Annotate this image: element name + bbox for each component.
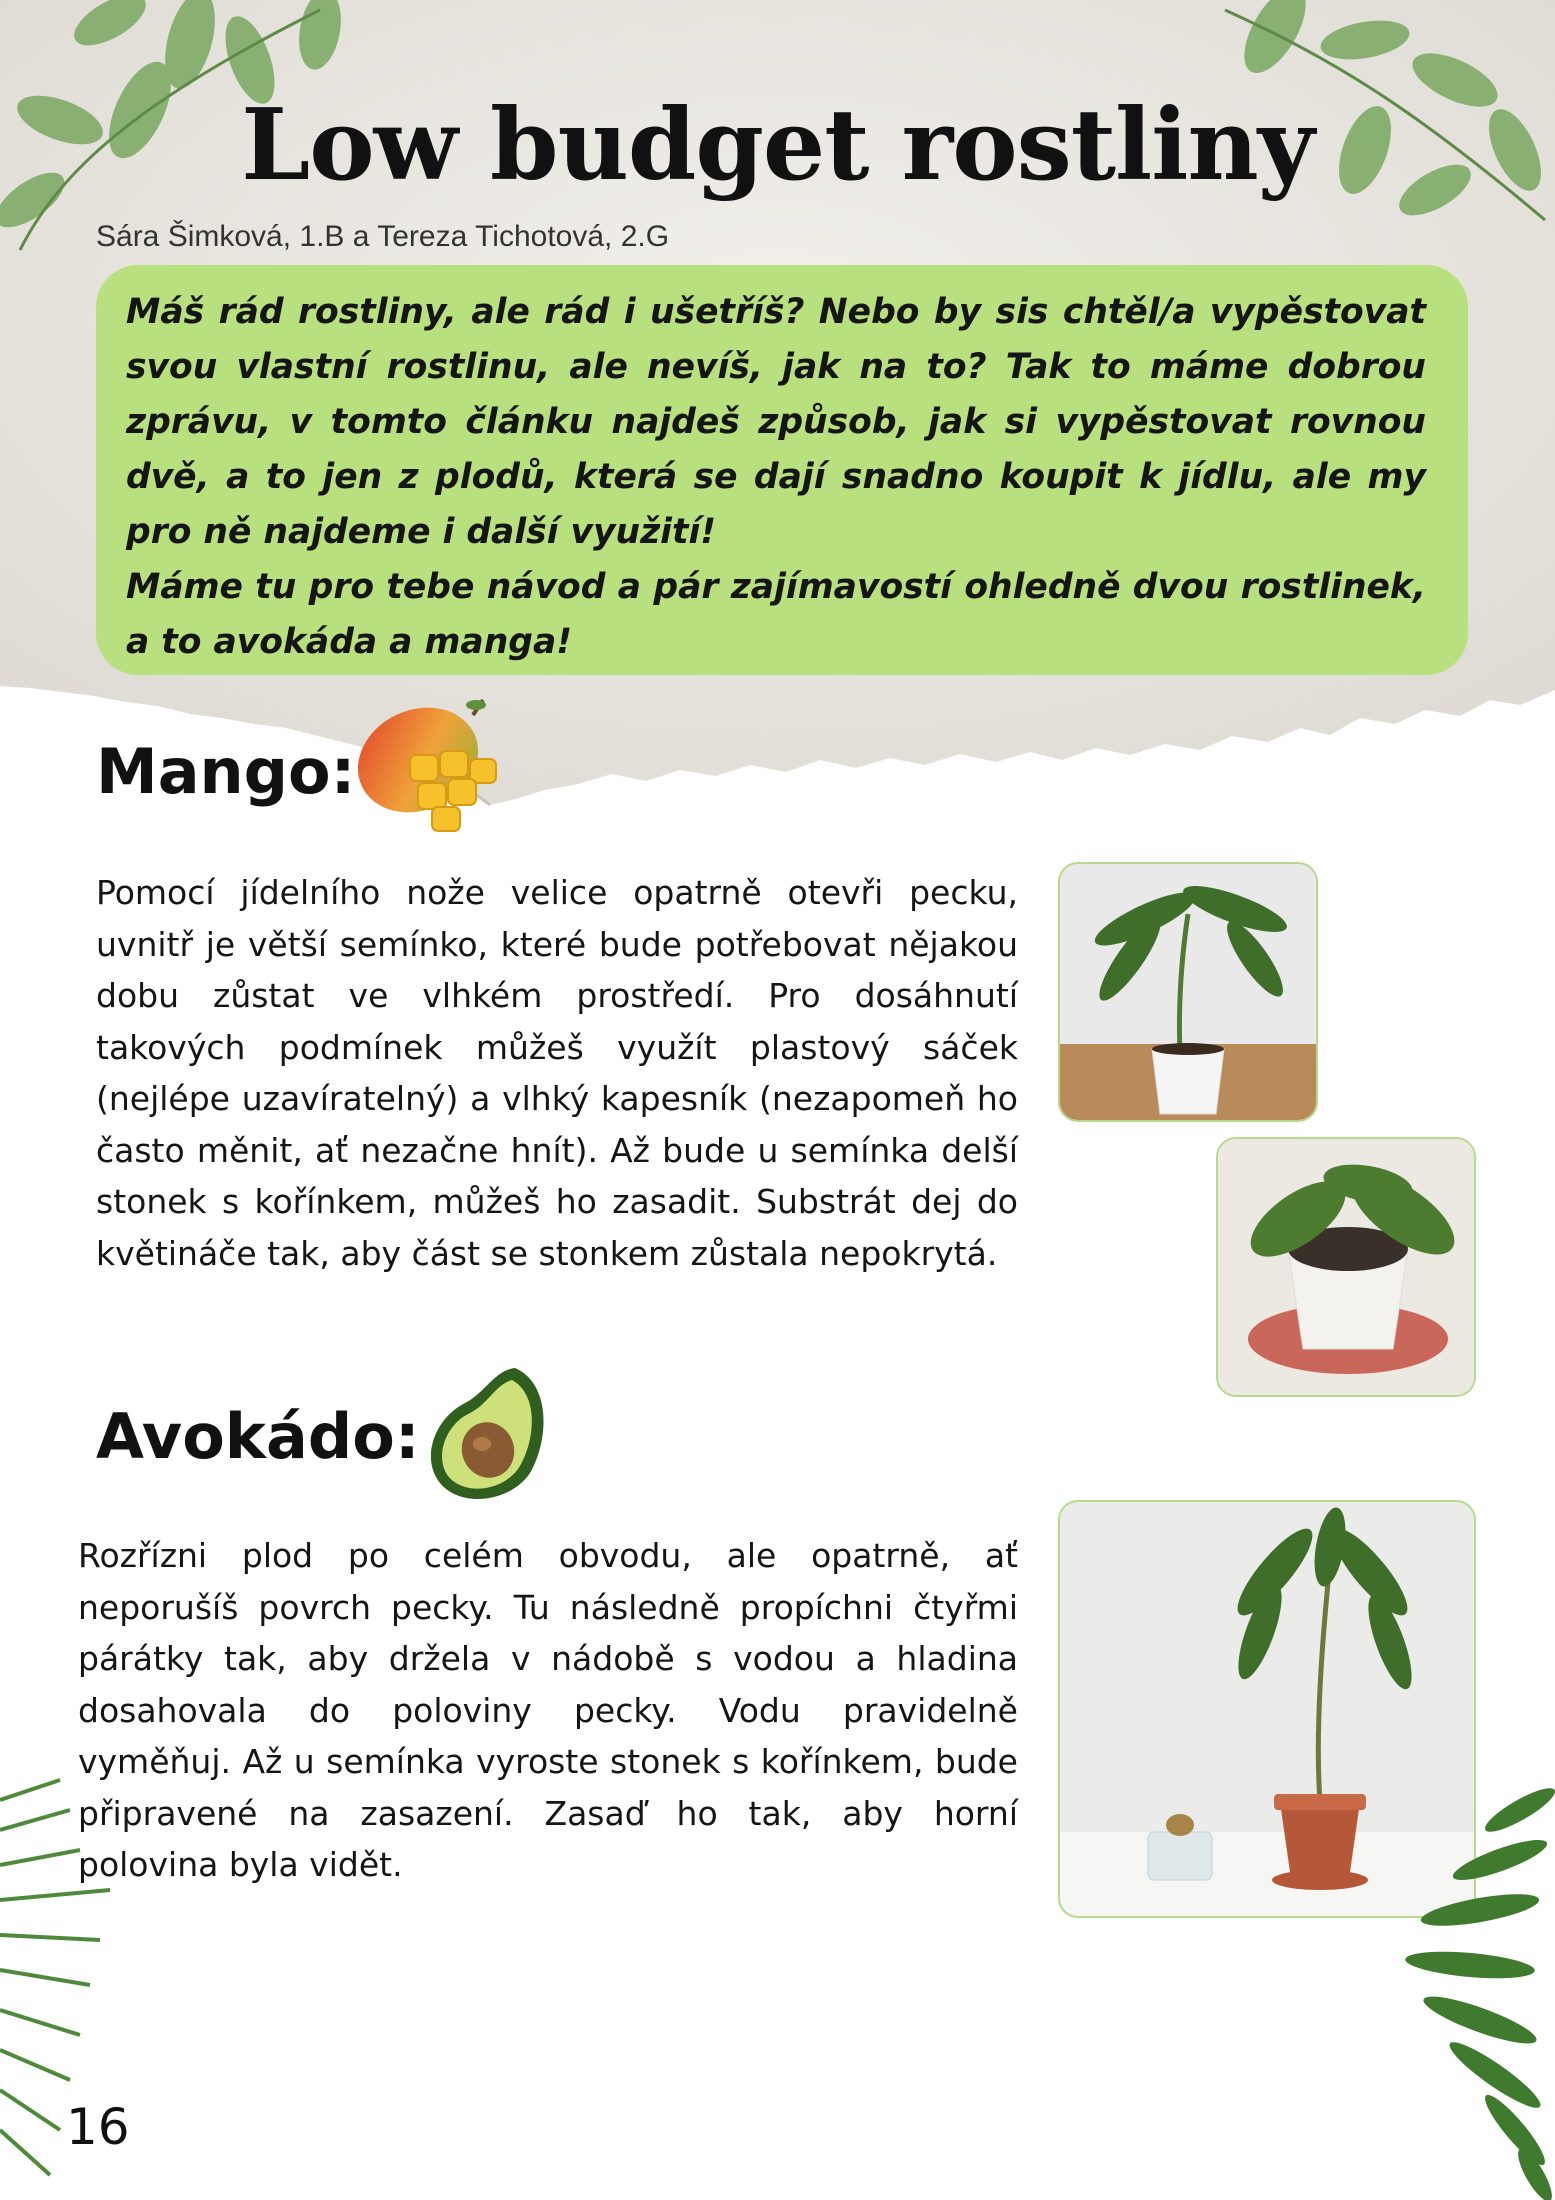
palm-leaf-bottom-right-decoration — [1370, 1770, 1555, 2200]
intro-box — [96, 265, 1468, 675]
mango-seedling-photo-1 — [1058, 862, 1318, 1122]
intro-paragraph-1: Máš rád rostliny, ale rád i ušetříš? Nebo by sis chtěl/a vypěstovat svou vlastní rostlinu, ale nevíš, jak na to? Tak to máme dobrou zprávu, v tomto článku najdeš způsob, jak si vypěstovat rovnou dvě, a to jen z plodů, která se dají snadno koupit k jídlu, ale my pro ně najdeme i další využití! — [126, 292, 1426, 552]
page-number: 16 — [66, 2098, 130, 2156]
article-authors: Sára Šimková, 1.B a Tereza Tichotová, 2.G — [96, 220, 670, 253]
mango-seedling-photo-2 — [1216, 1137, 1476, 1397]
avocado-instructions: Rozřízni plod po celém obvodu, ale opatrně, ať neporušíš povrch pecky. Tu následně propíchni čtyřmi párátky tak, aby držela v nádobě s vodou a hladina dosahovala do poloviny pecky. Vodu pravidelně vyměňuj. Až u semínka vyroste stonek s kořínkem, bude připravené na zasazení. Zasaď ho tak, aby horní polovina byla vidět. — [78, 1536, 1018, 1884]
avocado-fruit-icon — [420, 1358, 560, 1508]
article-title: Low budget rostliny — [241, 88, 1314, 203]
mango-heading: Mango: — [96, 735, 356, 808]
intro-paragraph-2: Máme tu pro tebe návod a pár zajímavostí ohledně dvou rostlinek, a to avokáda a manga! — [126, 567, 1426, 662]
mango-fruit-icon — [348, 695, 513, 840]
avocado-heading: Avokádo: — [96, 1400, 420, 1473]
mango-instructions: Pomocí jídelního nože velice opatrně otevři pecku, uvnitř je větší semínko, které bude potřebovat nějakou dobu zůstat ve vlhkém prostředí. Pro dosáhnutí takových podmínek můžeš využít plastový sáček (nejlépe uzavíratelný) a vlhký kapesník (nezapomeň ho často měnit, ať nezačne hnít). Až bude u semínka delší stonek s kořínkem, můžeš ho zasadit. Substrát dej do květináče tak, aby část se stonkem zůstala nepokrytá. — [96, 873, 1018, 1273]
